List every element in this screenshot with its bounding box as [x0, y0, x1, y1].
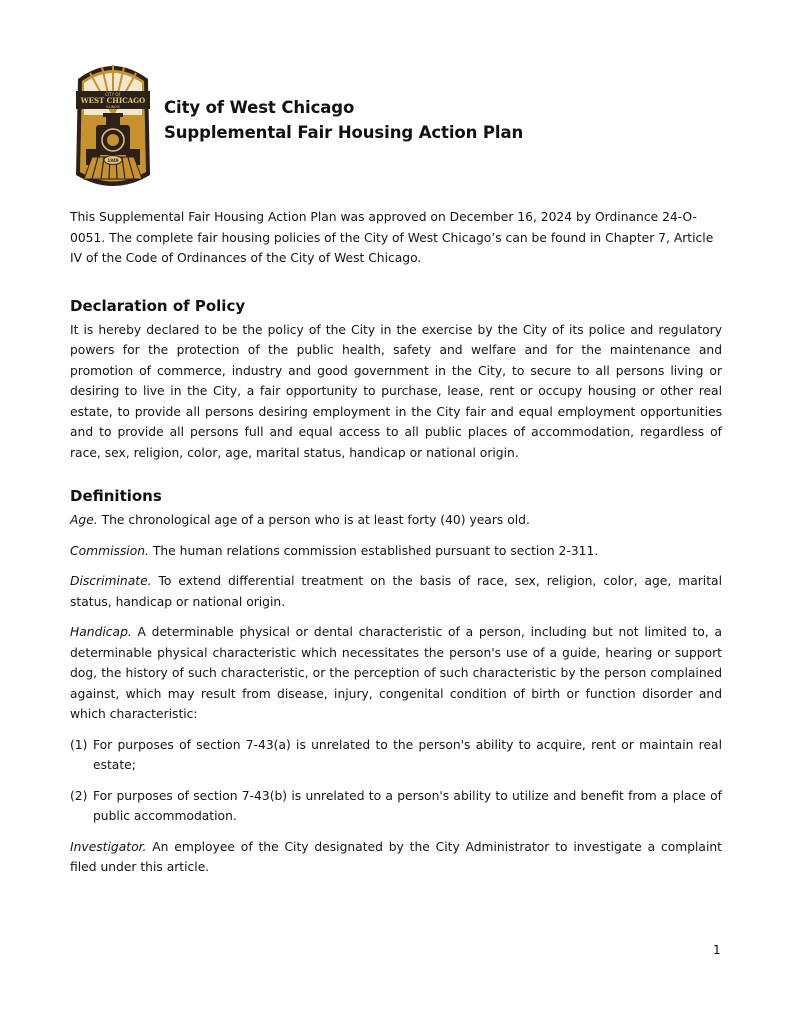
seal-year: 1849 — [107, 158, 119, 163]
intro-paragraph: This Supplemental Fair Housing Action Plan was approved on December 16, 2024 by Ordinance 24-O-0051. The complete fair housing policies of the City of West Chicago’s can be found in Chapter 7, Article IV of the Code of Ordinances of the City of West Chicago. — [70, 210, 714, 265]
title-city: City of West Chicago — [164, 98, 355, 117]
seal-top-text: CITY OF — [105, 92, 121, 97]
page-number: 1 — [713, 943, 721, 957]
list-text-1: For purposes of section 7-43(a) is unrelated to the person's ability to acquire, rent or maintain real estate; — [93, 737, 722, 772]
handicap-list-item-1 — [70, 735, 722, 776]
list-number-1: (1) — [70, 737, 88, 752]
definition-investigator — [70, 837, 722, 878]
term-investigator: Investigator. — [70, 839, 147, 854]
definition-handicap — [70, 622, 722, 725]
policy-paragraph: It is hereby declared to be the policy of the City in the exercise by the City of its police and regulatory powers for the protection of the public health, safety and welfare and for the maintenance and promotion of commerce, industry and good government in the City, to secure to all persons living or desiring to live in the City, a fair opportunity to purchase, lease, rent or occupy housing or other real estate, to provide all persons desiring employment in the City fair and equal employment opportunities and to provide all persons full and equal access to all public places of accommodation, regardless of race, sex, religion, color, age, marital status, handicap or national origin. — [70, 322, 722, 460]
document-title — [164, 95, 523, 145]
list-text-2: For purposes of section 7-43(b) is unrelated to a person's ability to utilize and benefit from a place of public accommodation. — [93, 788, 722, 823]
definition-investigator-text: An employee of the City designated by the City Administrator to investigate a complaint filed under this article. — [70, 839, 722, 874]
definition-handicap-text: A determinable physical or dental characteristic of a person, including but not limited to, a determinable physical characteristic which necessitates the person's use of a guide, hearing or support dog, the history of such characteristic, or the perception of such characteristic by the person complained against, which may result from disease, injury, congenital condition of birth or function disorder and which characteristic: — [70, 625, 722, 721]
locomotive-seal-icon — [72, 57, 154, 191]
definition-commission — [70, 541, 722, 562]
definition-age-text: The chronological age of a person who is at least forty (40) years old. — [101, 513, 530, 527]
seal-sub-text: ILLINOIS — [106, 105, 120, 109]
title-plan: Supplemental Fair Housing Action Plan — [164, 123, 524, 142]
term-handicap: Handicap. — [70, 625, 132, 639]
definition-commission-text: The human relations commission established pursuant to section 2-311. — [152, 543, 599, 558]
term-commission: Commission. — [70, 543, 149, 558]
term-age: Age. — [70, 513, 98, 527]
policy-heading: Declaration of Policy — [70, 296, 246, 315]
city-seal-logo — [72, 57, 154, 191]
definition-discriminate-text: To extend differential treatment on the basis of race, sex, religion, color, age, marital status, handicap or national origin. — [70, 574, 722, 609]
document-body — [70, 207, 722, 888]
definitions-heading: Definitions — [70, 487, 162, 505]
definition-discriminate — [70, 571, 722, 612]
seal-main-text: WEST CHICAGO — [80, 96, 146, 105]
definition-age — [70, 510, 722, 531]
handicap-list-item-2 — [70, 786, 722, 827]
term-discriminate: Discriminate. — [70, 574, 152, 588]
list-number-2: (2) — [70, 788, 88, 803]
